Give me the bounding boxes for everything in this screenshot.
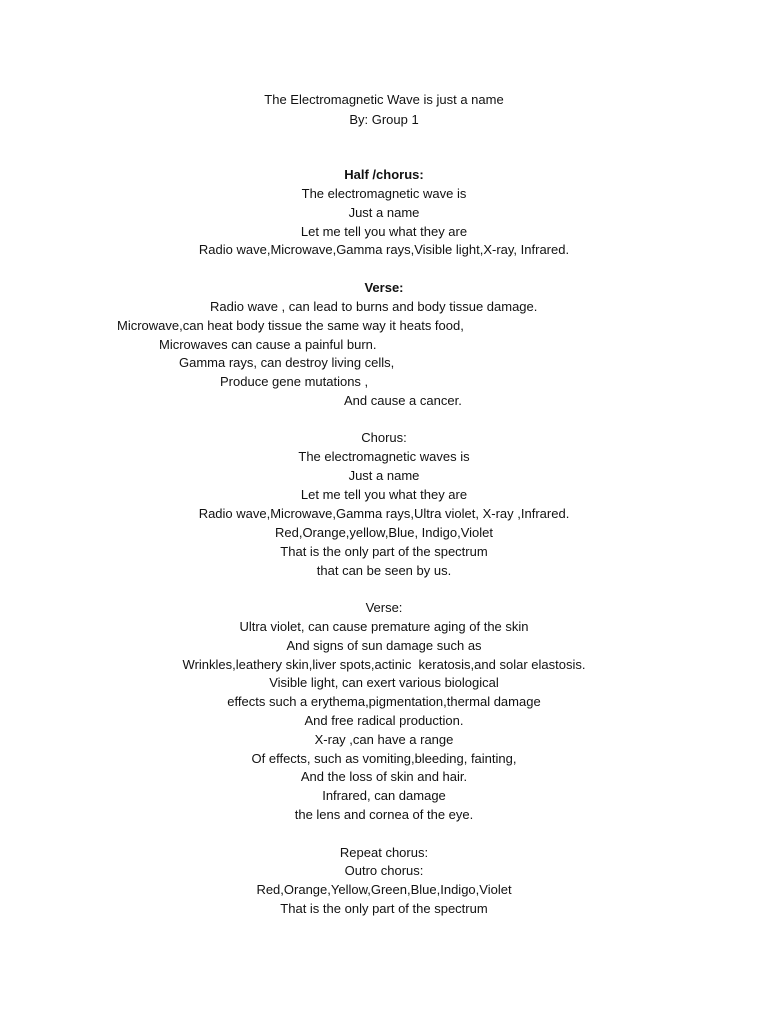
verse-2-heading: Verse: [365,600,403,615]
verse-1-line: Microwave,can heat body tissue the same way it heats food, [117,318,464,333]
half-chorus-line: Let me tell you what they are [300,224,468,239]
repeat-chorus-note: Repeat chorus: [339,845,429,860]
verse-1-heading: Verse: [364,280,404,295]
chorus-line: that can be seen by us. [316,563,452,578]
verse-2-line: Wrinkles,leathery skin,liver spots,actinic keratosis,and solar elastosis. [182,657,586,672]
verse-2-line: And the loss of skin and hair. [300,769,468,784]
verse-2-line: X-ray ,can have a range [314,732,454,747]
chorus-line: Just a name [348,468,420,483]
document-byline: By: Group 1 [349,112,419,127]
verse-2-line: Visible light, can exert various biological [269,675,499,690]
verse-1-line: Produce gene mutations , [220,374,369,389]
verse-2-line: Ultra violet, can cause premature aging of the skin [239,619,529,634]
chorus-line: Let me tell you what they are [300,487,468,502]
chorus-line: That is the only part of the spectrum [280,544,488,559]
half-chorus-line: The electromagnetic wave is [301,186,467,201]
outro-line: That is the only part of the spectrum [280,901,488,916]
half-chorus-line: Radio wave,Microwave,Gamma rays,Visible light,X-ray, Infrared. [198,242,570,257]
chorus-line: The electromagnetic waves is [298,449,470,464]
verse-2-line: And free radical production. [304,713,464,728]
chorus-line: Radio wave,Microwave,Gamma rays,Ultra violet, X-ray ,Infrared. [198,506,570,521]
verse-1-line: Gamma rays, can destroy living cells, [179,355,395,370]
verse-1-line: Microwaves can cause a painful burn. [159,337,377,352]
outro-line: Red,Orange,Yellow,Green,Blue,Indigo,Violet [256,882,512,897]
verse-2-line: the lens and cornea of the eye. [294,807,474,822]
verse-1-line: And cause a cancer. [344,393,462,408]
verse-1-line: Radio wave , can lead to burns and body tissue damage. [210,299,538,314]
outro-heading: Outro chorus: [344,863,424,878]
verse-2-line: And signs of sun damage such as [286,638,482,653]
chorus-heading: Chorus: [361,430,407,445]
chorus-line: Red,Orange,yellow,Blue, Indigo,Violet [274,525,493,540]
verse-2-line: Of effects, such as vomiting,bleeding, fainting, [251,751,517,766]
half-chorus-heading: Half /chorus: [344,167,424,182]
verse-2-line: Infrared, can damage [322,788,446,803]
verse-2-line: effects such a erythema,pigmentation,thermal damage [227,694,541,709]
document-title: The Electromagnetic Wave is just a name [264,92,504,107]
half-chorus-line: Just a name [348,205,420,220]
